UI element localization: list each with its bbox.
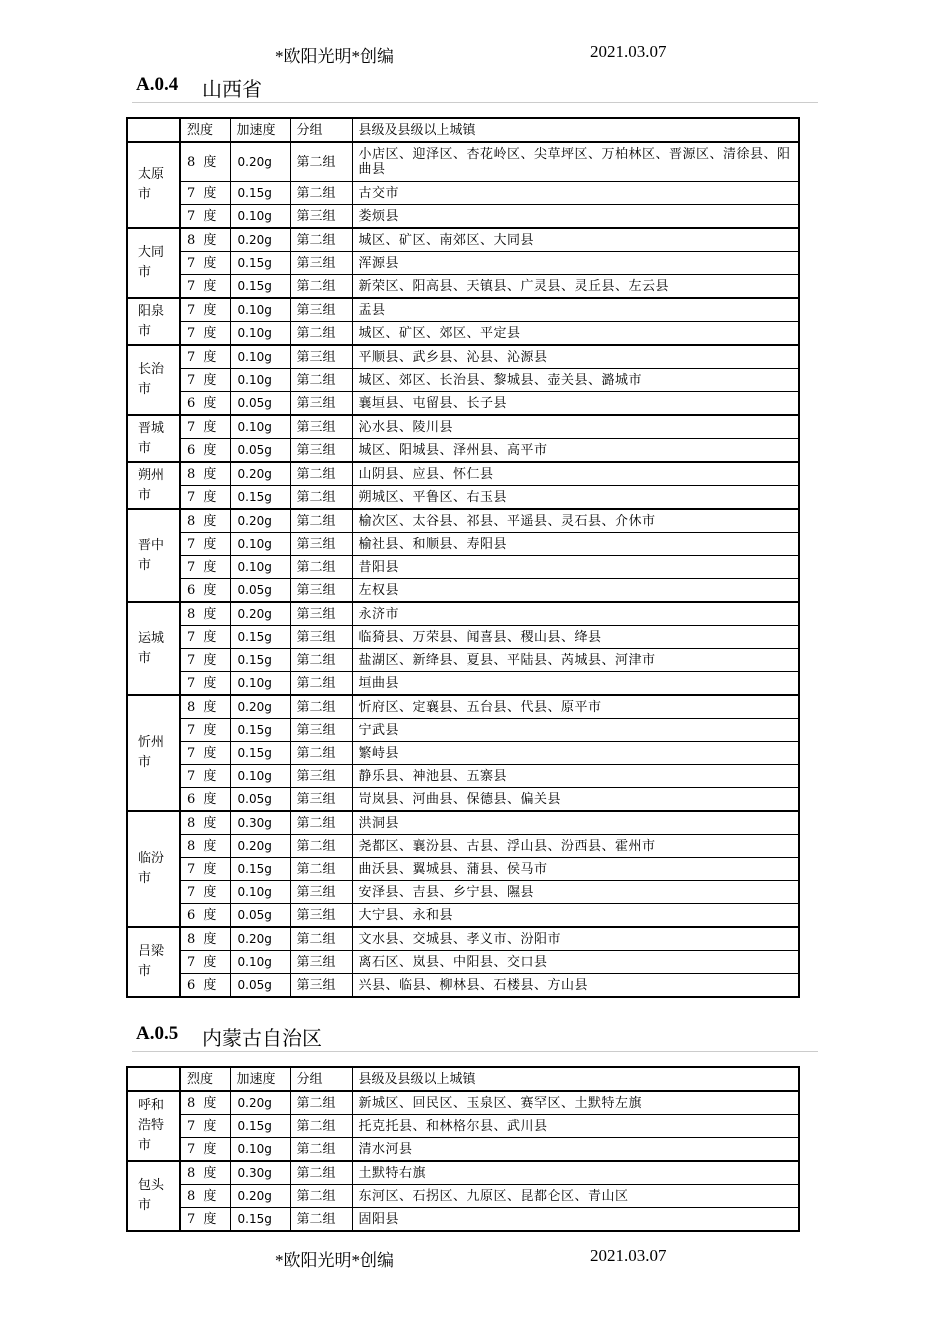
towns-cell: 兴县、临县、柳林县、石楼县、方山县: [352, 974, 799, 998]
intensity-cell: 7 度: [180, 252, 230, 275]
intensity-cell: 7 度: [180, 1115, 230, 1138]
column-header-accel: 加速度: [230, 1067, 290, 1091]
acceleration-cell: 0.20g: [230, 835, 290, 858]
column-header-towns: 县级及县级以上城镇: [352, 118, 799, 142]
city-name: 包头市: [127, 1161, 180, 1231]
table-row: [127, 322, 799, 346]
section-number: A.0.4: [136, 74, 179, 95]
table-row: [127, 951, 799, 974]
towns-cell: 榆次区、太谷县、祁县、平遥县、灵石县、介休市: [352, 509, 799, 533]
intensity-cell: 8 度: [180, 1161, 230, 1185]
intensity-cell: 6 度: [180, 392, 230, 416]
acceleration-cell: 0.15g: [230, 182, 290, 205]
group-cell: 第三组: [290, 904, 352, 928]
towns-cell: 小店区、迎泽区、杏花岭区、尖草坪区、万柏林区、晋源区、清徐县、阳曲县: [352, 142, 799, 182]
city-name: 朔州市: [127, 462, 180, 509]
table-row: [127, 486, 799, 510]
group-cell: 第二组: [290, 1161, 352, 1185]
table-row: [127, 462, 799, 486]
table-row: [127, 788, 799, 812]
group-cell: 第三组: [290, 345, 352, 369]
table-row: [127, 719, 799, 742]
group-cell: 第三组: [290, 533, 352, 556]
acceleration-cell: 0.20g: [230, 142, 290, 182]
group-cell: 第二组: [290, 1185, 352, 1208]
acceleration-cell: 0.20g: [230, 509, 290, 533]
acceleration-cell: 0.10g: [230, 369, 290, 392]
acceleration-cell: 0.15g: [230, 275, 290, 299]
group-cell: 第三组: [290, 298, 352, 322]
table-row: [127, 345, 799, 369]
group-cell: 第二组: [290, 556, 352, 579]
acceleration-cell: 0.10g: [230, 556, 290, 579]
section-title: 山西省: [202, 77, 262, 101]
table-row: [127, 205, 799, 229]
column-header-group: 分组: [290, 1067, 352, 1091]
header-date: 2021.03.07: [590, 42, 667, 61]
table-row: [127, 626, 799, 649]
group-cell: 第三组: [290, 392, 352, 416]
city-name: 临汾市: [127, 811, 180, 927]
group-cell: 第三组: [290, 974, 352, 998]
towns-cell: 土默特右旗: [352, 1161, 799, 1185]
intensity-cell: 7 度: [180, 649, 230, 672]
section-number: A.0.5: [136, 1023, 179, 1044]
table-row: [127, 392, 799, 416]
towns-cell: 娄烦县: [352, 205, 799, 229]
table-row: [127, 811, 799, 835]
footer-author: *欧阳光明*创编: [275, 1251, 394, 1270]
intensity-cell: 8 度: [180, 228, 230, 252]
towns-cell: 静乐县、神池县、五寨县: [352, 765, 799, 788]
acceleration-cell: 0.10g: [230, 1138, 290, 1162]
group-cell: 第三组: [290, 415, 352, 439]
towns-cell: 忻府区、定襄县、五台县、代县、原平市: [352, 695, 799, 719]
city-name: 大同市: [127, 228, 180, 298]
intensity-cell: 7 度: [180, 182, 230, 205]
intensity-cell: 8 度: [180, 927, 230, 951]
intensity-cell: 7 度: [180, 881, 230, 904]
table-row: [127, 765, 799, 788]
intensity-cell: 8 度: [180, 811, 230, 835]
column-header-city: [127, 118, 180, 142]
intensity-cell: 8 度: [180, 509, 230, 533]
group-cell: 第三组: [290, 881, 352, 904]
acceleration-cell: 0.30g: [230, 1161, 290, 1185]
towns-cell: 离石区、岚县、中阳县、交口县: [352, 951, 799, 974]
group-cell: 第二组: [290, 1138, 352, 1162]
intensity-cell: 6 度: [180, 974, 230, 998]
towns-cell: 古交市: [352, 182, 799, 205]
group-cell: 第三组: [290, 788, 352, 812]
header-author: *欧阳光明*创编: [275, 47, 394, 66]
acceleration-cell: 0.15g: [230, 486, 290, 510]
table-row: [127, 275, 799, 299]
acceleration-cell: 0.15g: [230, 252, 290, 275]
intensity-cell: 8 度: [180, 602, 230, 626]
acceleration-cell: 0.20g: [230, 1091, 290, 1115]
group-cell: 第二组: [290, 1091, 352, 1115]
table-row: [127, 556, 799, 579]
table-row: [127, 835, 799, 858]
column-header-intensity: 烈度: [180, 1067, 230, 1091]
acceleration-cell: 0.05g: [230, 788, 290, 812]
acceleration-cell: 0.10g: [230, 881, 290, 904]
table-row: [127, 672, 799, 696]
towns-cell: 曲沃县、翼城县、蒲县、侯马市: [352, 858, 799, 881]
section-heading-shanxi: [132, 72, 818, 103]
table-row: [127, 1091, 799, 1115]
table-row: [127, 415, 799, 439]
intensity-cell: 7 度: [180, 858, 230, 881]
acceleration-cell: 0.15g: [230, 858, 290, 881]
towns-cell: 清水河县: [352, 1138, 799, 1162]
towns-cell: 托克托县、和林格尔县、武川县: [352, 1115, 799, 1138]
towns-cell: 尧都区、襄汾县、古县、浮山县、汾西县、霍州市: [352, 835, 799, 858]
acceleration-cell: 0.10g: [230, 322, 290, 346]
towns-cell: 垣曲县: [352, 672, 799, 696]
intensity-cell: 6 度: [180, 579, 230, 603]
towns-cell: 平顺县、武乡县、沁县、沁源县: [352, 345, 799, 369]
towns-cell: 城区、矿区、南郊区、大同县: [352, 228, 799, 252]
intensity-cell: 8 度: [180, 835, 230, 858]
acceleration-cell: 0.15g: [230, 1115, 290, 1138]
group-cell: 第二组: [290, 1115, 352, 1138]
acceleration-cell: 0.05g: [230, 439, 290, 463]
acceleration-cell: 0.20g: [230, 695, 290, 719]
acceleration-cell: 0.10g: [230, 345, 290, 369]
acceleration-cell: 0.10g: [230, 298, 290, 322]
towns-cell: 岢岚县、河曲县、保德县、偏关县: [352, 788, 799, 812]
towns-cell: 榆社县、和顺县、寿阳县: [352, 533, 799, 556]
table-header-row: [127, 118, 799, 142]
towns-cell: 新荣区、阳高县、天镇县、广灵县、灵丘县、左云县: [352, 275, 799, 299]
group-cell: 第二组: [290, 322, 352, 346]
intensity-cell: 7 度: [180, 533, 230, 556]
column-header-towns: 县级及县级以上城镇: [352, 1067, 799, 1091]
group-cell: 第二组: [290, 228, 352, 252]
table-row: [127, 298, 799, 322]
acceleration-cell: 0.10g: [230, 533, 290, 556]
city-name: 呼和浩特市: [127, 1091, 180, 1161]
intensity-cell: 7 度: [180, 1208, 230, 1232]
table-row: [127, 182, 799, 205]
table-row: [127, 1208, 799, 1232]
acceleration-cell: 0.10g: [230, 672, 290, 696]
table-row: [127, 858, 799, 881]
table-row: [127, 579, 799, 603]
group-cell: 第二组: [290, 1208, 352, 1232]
city-name: 晋城市: [127, 415, 180, 462]
group-cell: 第二组: [290, 462, 352, 486]
table-row: [127, 602, 799, 626]
group-cell: 第三组: [290, 252, 352, 275]
group-cell: 第二组: [290, 142, 352, 182]
intensity-cell: 7 度: [180, 322, 230, 346]
intensity-cell: 6 度: [180, 904, 230, 928]
table-row: [127, 1161, 799, 1185]
intensity-cell: 8 度: [180, 1185, 230, 1208]
acceleration-cell: 0.05g: [230, 579, 290, 603]
column-header-city: [127, 1067, 180, 1091]
group-cell: 第二组: [290, 275, 352, 299]
intensity-cell: 7 度: [180, 1138, 230, 1162]
acceleration-cell: 0.30g: [230, 811, 290, 835]
intensity-cell: 7 度: [180, 205, 230, 229]
column-header-group: 分组: [290, 118, 352, 142]
acceleration-cell: 0.10g: [230, 205, 290, 229]
group-cell: 第三组: [290, 579, 352, 603]
towns-cell: 临猗县、万荣县、闻喜县、稷山县、绛县: [352, 626, 799, 649]
group-cell: 第三组: [290, 719, 352, 742]
intensity-cell: 7 度: [180, 672, 230, 696]
group-cell: 第三组: [290, 765, 352, 788]
intensity-cell: 7 度: [180, 369, 230, 392]
group-cell: 第二组: [290, 182, 352, 205]
acceleration-cell: 0.15g: [230, 742, 290, 765]
towns-cell: 山阴县、应县、怀仁县: [352, 462, 799, 486]
table-row: [127, 1115, 799, 1138]
table-row: [127, 881, 799, 904]
acceleration-cell: 0.15g: [230, 719, 290, 742]
towns-cell: 安泽县、吉县、乡宁县、隰县: [352, 881, 799, 904]
acceleration-cell: 0.15g: [230, 649, 290, 672]
group-cell: 第二组: [290, 672, 352, 696]
acceleration-cell: 0.20g: [230, 1185, 290, 1208]
acceleration-cell: 0.05g: [230, 392, 290, 416]
table-row: [127, 509, 799, 533]
city-name: 太原市: [127, 142, 180, 228]
seismic-table-shanxi: [126, 117, 800, 998]
table-row: [127, 1185, 799, 1208]
intensity-cell: 7 度: [180, 415, 230, 439]
table-row: [127, 439, 799, 463]
intensity-cell: 7 度: [180, 951, 230, 974]
seismic-table-body: [127, 1067, 799, 1231]
towns-cell: 襄垣县、屯留县、长子县: [352, 392, 799, 416]
towns-cell: 城区、郊区、长治县、黎城县、壶关县、潞城市: [352, 369, 799, 392]
intensity-cell: 7 度: [180, 626, 230, 649]
acceleration-cell: 0.20g: [230, 228, 290, 252]
table-header-row: [127, 1067, 799, 1091]
intensity-cell: 8 度: [180, 695, 230, 719]
towns-cell: 大宁县、永和县: [352, 904, 799, 928]
towns-cell: 东河区、石拐区、九原区、昆都仑区、青山区: [352, 1185, 799, 1208]
table-row: [127, 142, 799, 182]
towns-cell: 浑源县: [352, 252, 799, 275]
group-cell: 第三组: [290, 626, 352, 649]
section-heading-inner-mongolia: [132, 1021, 818, 1052]
intensity-cell: 7 度: [180, 345, 230, 369]
acceleration-cell: 0.15g: [230, 626, 290, 649]
acceleration-cell: 0.20g: [230, 602, 290, 626]
group-cell: 第二组: [290, 742, 352, 765]
acceleration-cell: 0.15g: [230, 1208, 290, 1232]
section-title: 内蒙古自治区: [202, 1026, 322, 1050]
table-row: [127, 695, 799, 719]
seismic-table-body: [127, 118, 799, 997]
intensity-cell: 6 度: [180, 788, 230, 812]
towns-cell: 盂县: [352, 298, 799, 322]
group-cell: 第二组: [290, 858, 352, 881]
table-row: [127, 927, 799, 951]
towns-cell: 永济市: [352, 602, 799, 626]
intensity-cell: 7 度: [180, 275, 230, 299]
table-row: [127, 1138, 799, 1162]
group-cell: 第二组: [290, 927, 352, 951]
towns-cell: 宁武县: [352, 719, 799, 742]
group-cell: 第二组: [290, 486, 352, 510]
intensity-cell: 8 度: [180, 1091, 230, 1115]
column-header-accel: 加速度: [230, 118, 290, 142]
towns-cell: 沁水县、陵川县: [352, 415, 799, 439]
group-cell: 第二组: [290, 695, 352, 719]
towns-cell: 城区、矿区、郊区、平定县: [352, 322, 799, 346]
intensity-cell: 8 度: [180, 142, 230, 182]
intensity-cell: 7 度: [180, 486, 230, 510]
towns-cell: 文水县、交城县、孝义市、汾阳市: [352, 927, 799, 951]
towns-cell: 固阳县: [352, 1208, 799, 1232]
towns-cell: 左权县: [352, 579, 799, 603]
intensity-cell: 6 度: [180, 439, 230, 463]
table-row: [127, 369, 799, 392]
towns-cell: 盐湖区、新绛县、夏县、平陆县、芮城县、河津市: [352, 649, 799, 672]
intensity-cell: 7 度: [180, 765, 230, 788]
group-cell: 第二组: [290, 649, 352, 672]
intensity-cell: 7 度: [180, 742, 230, 765]
group-cell: 第二组: [290, 811, 352, 835]
group-cell: 第二组: [290, 509, 352, 533]
column-header-intensity: 烈度: [180, 118, 230, 142]
seismic-table-inner-mongolia: [126, 1066, 800, 1232]
group-cell: 第二组: [290, 369, 352, 392]
intensity-cell: 7 度: [180, 556, 230, 579]
towns-cell: 昔阳县: [352, 556, 799, 579]
city-name: 运城市: [127, 602, 180, 695]
towns-cell: 新城区、回民区、玉泉区、赛罕区、土默特左旗: [352, 1091, 799, 1115]
intensity-cell: 8 度: [180, 462, 230, 486]
city-name: 阳泉市: [127, 298, 180, 345]
group-cell: 第三组: [290, 439, 352, 463]
acceleration-cell: 0.10g: [230, 951, 290, 974]
towns-cell: 洪洞县: [352, 811, 799, 835]
intensity-cell: 7 度: [180, 719, 230, 742]
intensity-cell: 7 度: [180, 298, 230, 322]
footer-date: 2021.03.07: [590, 1246, 667, 1265]
city-name: 晋中市: [127, 509, 180, 602]
towns-cell: 朔城区、平鲁区、右玉县: [352, 486, 799, 510]
table-row: [127, 649, 799, 672]
acceleration-cell: 0.05g: [230, 974, 290, 998]
city-name: 吕梁市: [127, 927, 180, 997]
city-name: 长治市: [127, 345, 180, 415]
group-cell: 第三组: [290, 602, 352, 626]
acceleration-cell: 0.05g: [230, 904, 290, 928]
table-row: [127, 904, 799, 928]
acceleration-cell: 0.20g: [230, 462, 290, 486]
towns-cell: 城区、阳城县、泽州县、高平市: [352, 439, 799, 463]
group-cell: 第三组: [290, 951, 352, 974]
towns-cell: 繁峙县: [352, 742, 799, 765]
group-cell: 第三组: [290, 205, 352, 229]
table-row: [127, 533, 799, 556]
city-name: 忻州市: [127, 695, 180, 811]
group-cell: 第二组: [290, 835, 352, 858]
table-row: [127, 974, 799, 998]
acceleration-cell: 0.20g: [230, 927, 290, 951]
table-row: [127, 252, 799, 275]
acceleration-cell: 0.10g: [230, 415, 290, 439]
table-row: [127, 742, 799, 765]
table-row: [127, 228, 799, 252]
acceleration-cell: 0.10g: [230, 765, 290, 788]
